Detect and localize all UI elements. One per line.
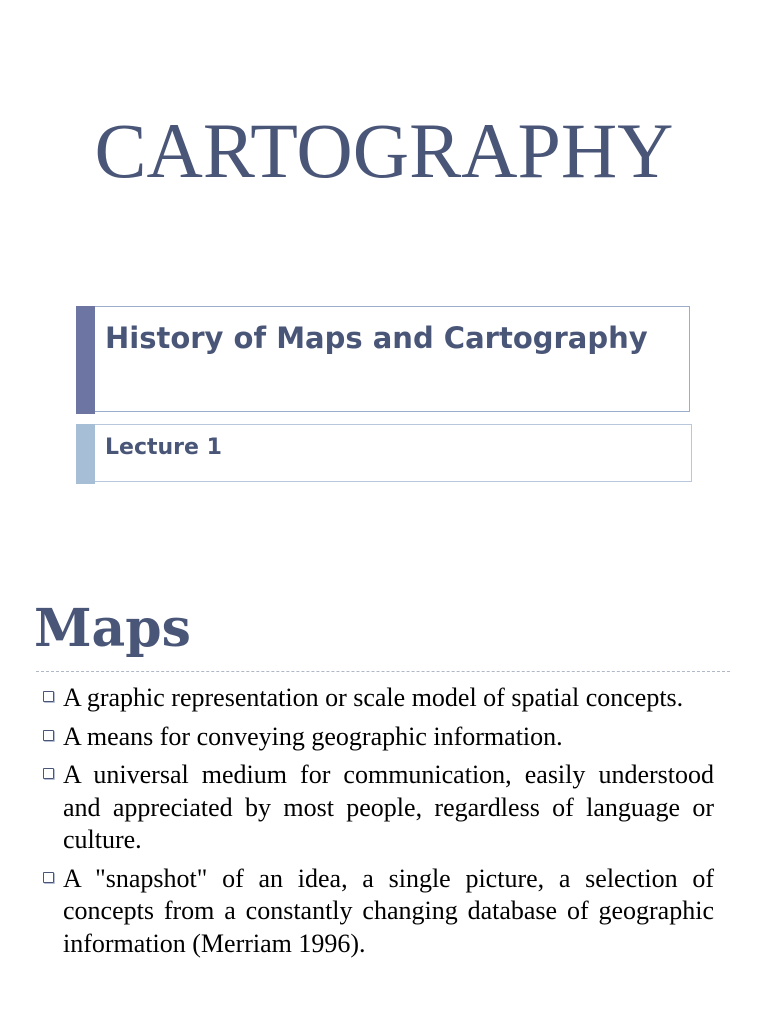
lecture-accent-bar xyxy=(76,424,95,484)
hollow-square-bullet-icon xyxy=(43,768,54,779)
bullet-text: A "snapshot" of an idea, a single picture, a selection of concepts from a constantly changing database of geographic information (Merriam 1996). xyxy=(63,863,714,958)
hollow-square-bullet-icon xyxy=(43,730,54,741)
bullet-item xyxy=(40,721,714,754)
bullet-text: A means for conveying geographic information. xyxy=(63,721,563,751)
hollow-square-bullet-icon xyxy=(43,691,54,702)
bullet-list xyxy=(40,682,714,966)
hollow-square-bullet-icon xyxy=(43,872,54,883)
subtitle-box xyxy=(76,306,690,412)
bullet-item xyxy=(40,682,714,715)
section-divider xyxy=(36,671,730,672)
lecture-label: Lecture 1 xyxy=(105,435,222,460)
slide-title: CARTOGRAPHY xyxy=(94,107,674,194)
subtitle-text: History of Maps and Cartography xyxy=(105,321,648,355)
bullet-item xyxy=(40,863,714,961)
section-heading: Maps xyxy=(34,598,191,659)
lecture-box xyxy=(76,424,692,482)
subtitle-accent-bar xyxy=(76,306,95,414)
bullet-text: A universal medium for communication, easily understood and appreciated by most people, regardless of language or culture. xyxy=(63,760,714,854)
bullet-item xyxy=(40,759,714,857)
bullet-text: A graphic representation or scale model of spatial concepts. xyxy=(63,683,684,712)
